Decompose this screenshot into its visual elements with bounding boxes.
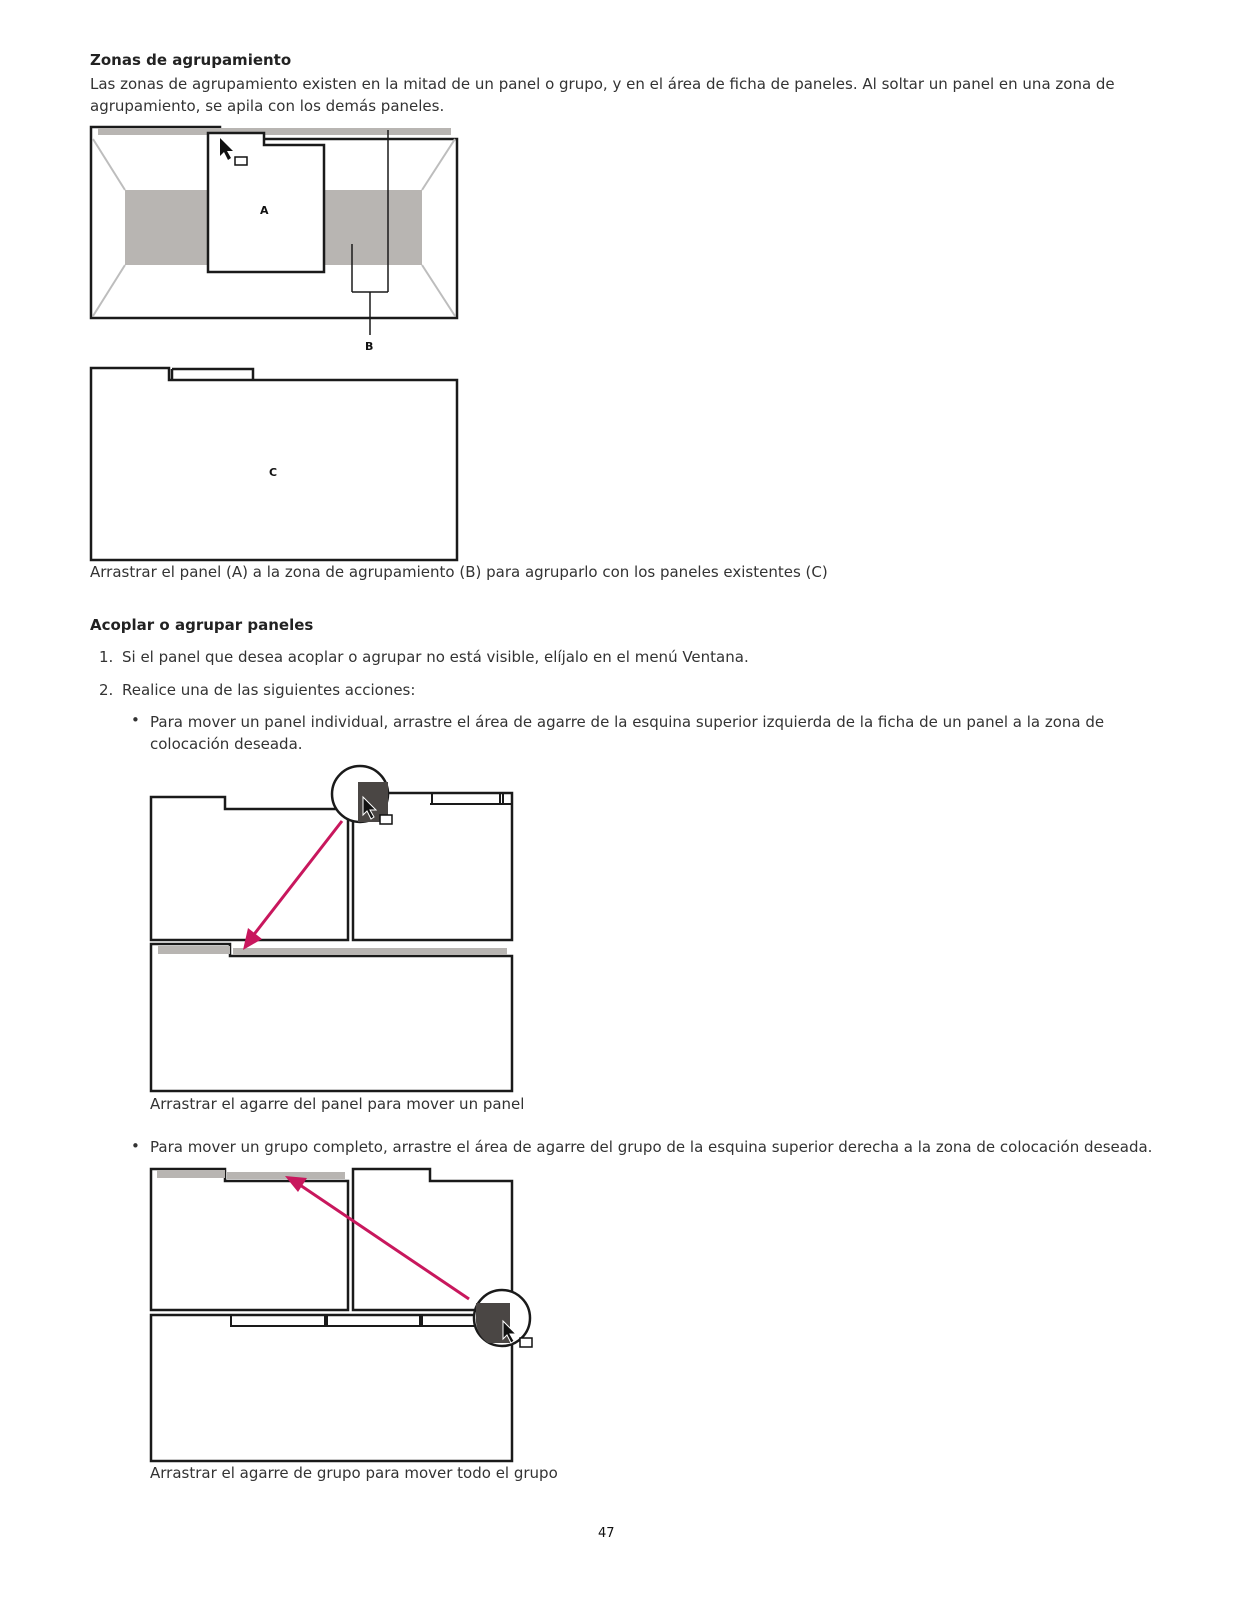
step-number: 1.	[99, 648, 114, 666]
figure-label-b: B	[365, 340, 374, 353]
target-tab-highlight	[157, 1170, 225, 1178]
step-text: Si el panel que desea acoplar o agrupar no está visible, elíjalo en el menú Ventana.	[122, 648, 749, 666]
figure-caption: Arrastrar el agarre de grupo para mover todo el grupo	[150, 1464, 558, 1482]
bullet-marker: •	[131, 1137, 140, 1155]
figure-label-a: A	[260, 204, 269, 217]
section-heading-acoplar: Acoplar o agrupar paneles	[90, 616, 314, 634]
bullet-line: Para mover un panel individual, arrastre el área de agarre de la esquina superior izquierda de la ficha de un panel a la zona de	[150, 713, 1105, 731]
bullet-marker: •	[131, 711, 140, 729]
figure-caption: Arrastrar el agarre del panel para mover un panel	[150, 1095, 525, 1113]
bullet-text: Para mover un grupo completo, arrastre el área de agarre del grupo de la esquina superior derecha a la zona de colocación deseada.	[150, 1138, 1153, 1156]
paragraph-line: Las zonas de agrupamiento existen en la mitad de un panel o grupo, y en el área de ficha de paneles. Al soltar un panel en una zona de	[90, 75, 1115, 93]
step-number: 2.	[99, 681, 114, 699]
figure-label-c: C	[269, 466, 278, 479]
section-heading-zonas: Zonas de agrupamiento	[90, 51, 292, 69]
figure-caption: Arrastrar el panel (A) a la zona de agrupamiento (B) para agruparlo con los paneles existentes (C)	[90, 563, 828, 581]
step-text: Realice una de las siguientes acciones:	[122, 681, 416, 699]
group-grip-magnifier-icon	[474, 1290, 532, 1347]
page-number: 47	[598, 1526, 615, 1541]
bullet-line: colocación deseada.	[150, 735, 303, 753]
paragraph-line: agrupamiento, se apila con los demás paneles.	[90, 97, 445, 115]
